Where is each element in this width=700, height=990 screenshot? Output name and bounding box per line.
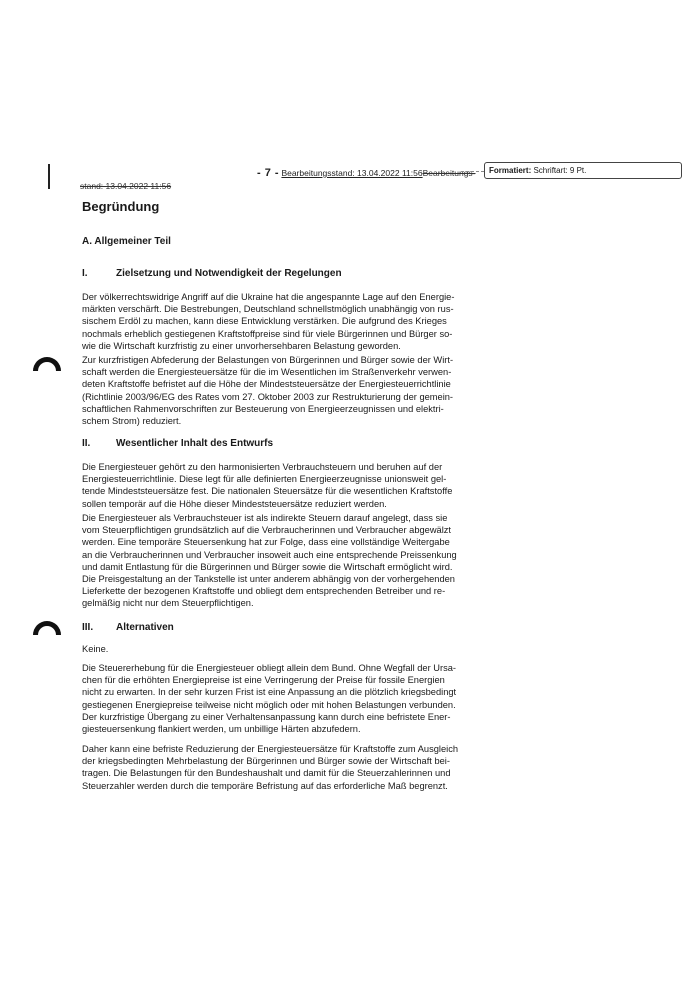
paragraph xyxy=(82,743,474,792)
text-line: nicht zu erwarten. In der sehr kurzen Frist ist eine Anpassung an die plötzlich kriegsbedingt xyxy=(82,687,457,698)
text-line: Die Energiesteuer als Verbrauchsteuer ist als indirekte Steuern darauf angelegt, dass sie xyxy=(82,513,448,523)
paragraph xyxy=(82,643,474,655)
text-line: und damit Entlastung für die Bürgerinnen und Bürger sowie die Wirtschaft ermöglicht wird. xyxy=(82,561,453,572)
text-line: gestiegenen Energiepreise teilweise nicht möglich oder mit hohen Belastungen verbunden. xyxy=(82,699,456,710)
paragraph xyxy=(82,461,474,510)
text-line: Die Steuererhebung für die Energiesteuer obliegt allein dem Bund. Ohne Wegfall der Ursa- xyxy=(82,663,456,673)
text-line: (Richtlinie 2003/96/EG des Rates vom 27. Oktober 2003 zur Restrukturierung der gemein- xyxy=(82,391,454,402)
text-line: wie die Wirtschaft kurzfristig zu einer unvorhersehbaren Belastung geworden. xyxy=(82,340,401,351)
struck-revision-text: Bearbeitungs- xyxy=(422,168,476,178)
text-line: Der völkerrechtswidrige Angriff auf die Ukraine hat die angespannte Lage auf den Energie- xyxy=(82,292,455,302)
text-line: Die Preisgestaltung an der Tankstelle ist unter anderem abhängig von der vorhergehenden xyxy=(82,574,455,585)
comment-connector xyxy=(461,171,484,172)
text-line: chen für die erhöhten Energiepreise ist eine Verringerung der Preise für fossile Energien xyxy=(82,675,445,686)
paragraph xyxy=(82,291,474,352)
text-line: schaftlichen Rahmenvorschriften zur Besteuerung von Energieerzeugnissen und elektri- xyxy=(82,403,444,414)
text-line: gelmäßig nicht nur dem Steuerpflichtigen. xyxy=(82,598,254,609)
text-line: deten Kraftstoffe befristet auf die Höhe der Mindeststeuersätze der Energiesteuerrichtlinie xyxy=(82,379,451,390)
document-title: Begründung xyxy=(82,199,160,214)
part-heading: A. Allgemeiner Teil xyxy=(82,236,171,247)
text-line: Die Energiesteuer gehört zu den harmonisierten Verbrauchsteuern und beruhen auf der xyxy=(82,462,443,472)
text-line: märkten verschärft. Die Bestrebungen, Deutschland schnellstmöglich unabhängig von rus- xyxy=(82,304,454,315)
text-line: vom Steuerpflichtigen grundsätzlich auf die Verbraucherinnen und Verbraucher abgewälzt xyxy=(82,525,452,536)
text-line: schem Strom) reduziert. xyxy=(82,416,182,427)
paragraph xyxy=(82,662,474,735)
struck-stand-line: stand: 13.04.2022 11:56 xyxy=(80,181,172,191)
text-line: an die Verbraucherinnen und Verbraucher insoweit auch eine entsprechende Preissenkung xyxy=(82,549,457,560)
section-title: Alternativen xyxy=(116,622,174,633)
text-line: Daher kann eine befriste Reduzierung der Energiesteuersätze für Kraftstoffe zum Ausgleich xyxy=(82,744,459,754)
text-line: sischem Erdöl zu machen, kann diese Entwicklung verstärken. Die aufgrund des Krieges xyxy=(82,316,447,327)
text-line: Lieferkette der bezogenen Kraftstoffe und obliegt dem entsprechenden Betreiber und re- xyxy=(82,586,446,597)
punch-hole-mark xyxy=(33,357,61,371)
text-line: Zur kurzfristigen Abfederung der Belastungen von Bürgerinnen und Bürger sowie der Wirt- xyxy=(82,355,454,365)
punch-hole-mark xyxy=(33,621,61,635)
text-line: Steuerzahler werden durch die temporäre Befristung auf das erforderliche Maß begrenzt. xyxy=(82,780,448,791)
text-line: tragen. Die Belastungen für den Bundeshaushalt und damit für die Steuerzahlerinnen und xyxy=(82,768,451,779)
section-number: III. xyxy=(82,622,94,633)
text-line: Keine. xyxy=(82,644,109,654)
comment-label: Formatiert: xyxy=(489,166,532,175)
text-line: giesteuersenkung flankiert werden, um unbillige Härten abzufedern. xyxy=(82,724,361,735)
text-line: nochmals erheblich gestiegenen Kraftstoffpreise sind für viele Bürgerinnen und Bürger so- xyxy=(82,328,453,339)
change-bar xyxy=(48,164,50,189)
section-number: II. xyxy=(82,438,91,449)
comment-text: Schriftart: 9 Pt. xyxy=(533,166,587,175)
paragraph xyxy=(82,354,474,427)
page-number: - 7 - xyxy=(257,167,280,179)
revision-text: Bearbeitungsstand: 13.04.2022 11:56 xyxy=(281,168,423,178)
text-line: Energiesteuerrichtlinie. Diese legt für alle definierten Energieerzeugnisse unionsweit gel- xyxy=(82,474,447,485)
paragraph xyxy=(82,512,474,610)
text-line: der kriegsbedingten Mehrbelastung der Bürgerinnen und Bürger sowie der Wirtschaft bei- xyxy=(82,756,450,767)
page-header xyxy=(257,167,476,179)
text-line: sollen temporär auf die Höhe dieser Mindeststeuersätze reduziert werden. xyxy=(82,498,387,509)
section-title: Wesentlicher Inhalt des Entwurfs xyxy=(116,438,274,449)
text-line: Der kurzfristige Übergang zu einer Verhaltensanpassung kann durch eine befristete Ener- xyxy=(82,711,451,722)
text-line: schaft werden die Energiesteuersätze für die im Wesentlichen im Straßenverkehr verwen- xyxy=(82,367,452,378)
format-comment-balloon[interactable] xyxy=(484,162,682,179)
section-number: I. xyxy=(82,268,88,279)
section-title: Zielsetzung und Notwendigkeit der Regelungen xyxy=(116,268,342,279)
text-line: tende Mindeststeuersätze fest. Die nationalen Steuersätze für die wesentlichen Kraftstoffe xyxy=(82,486,453,497)
text-line: werden. Eine temporäre Steuersenkung hat zur Folge, dass eine vollständige Weitergabe xyxy=(82,537,450,548)
